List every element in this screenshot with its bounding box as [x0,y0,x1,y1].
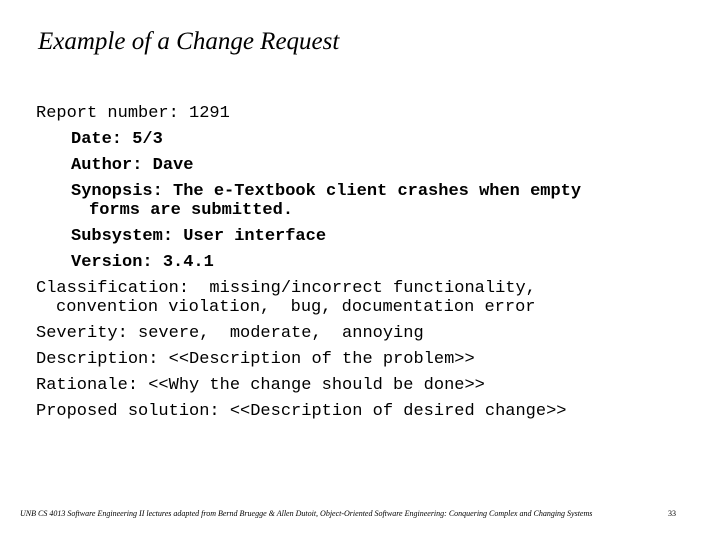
subsystem-line: Subsystem: User interface [71,227,327,246]
page-number: 33 [668,509,676,518]
synopsis-line: Synopsis: The e-Textbook client crashes when empty [71,182,582,201]
footer-credit: UNB CS 4013 Software Engineering II lectures adapted from Bernd Bruegge & Allen Dutoit, Object-Oriented Software Engineering: Conquering Complex and Changing Systems [20,509,593,518]
classification-line: Classification: missing/incorrect functionality, [36,279,536,298]
rationale-line: Rationale: <<Why the change should be done>> [36,376,485,395]
description-line: Description: <<Description of the problem>> [36,350,475,369]
slide-title: Example of a Change Request [38,28,340,55]
date-line: Date: 5/3 [71,130,163,149]
author-line: Author: Dave [71,156,194,175]
severity-line: Severity: severe, moderate, annoying [36,324,424,343]
classification-continuation-line: convention violation, bug, documentation error [56,298,536,317]
report-number-line: Report number: 1291 [36,104,230,123]
version-line: Version: 3.4.1 [71,253,214,272]
proposed-solution-line: Proposed solution: <<Description of desired change>> [36,402,567,421]
synopsis-continuation-line: forms are submitted. [89,201,294,220]
